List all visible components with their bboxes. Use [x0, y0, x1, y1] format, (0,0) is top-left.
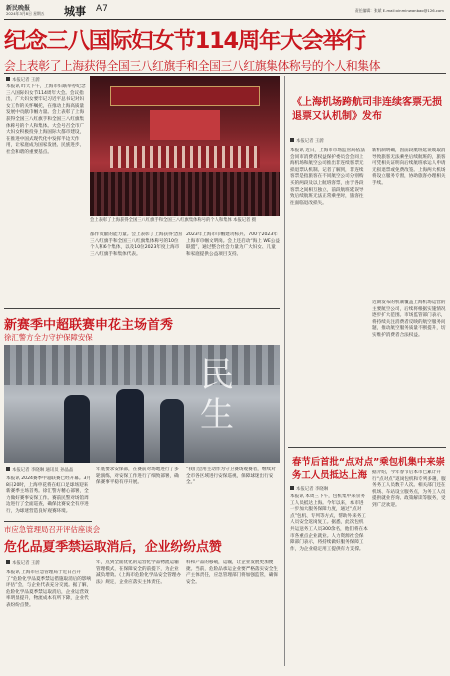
byline-icon	[6, 467, 10, 471]
safety-headline: 危化品夏季禁运取消后，企业纷纷点赞	[4, 540, 222, 555]
bus-byline: 本报记者 李晓琳	[290, 486, 328, 492]
safety-body-3: 料和产品的移载，运输，让企业发展更加便捷。当前，危险品承运企业要严格落实安全生产主体责任，应急管理部门将加强监管，确保安全。	[186, 560, 278, 585]
masthead-date: 2024年3月8日 星期五	[6, 11, 45, 16]
policy-body-c: 近期发布的机制覆盖上海机场运营的主要航空公司，后续将根据实施情况逐步扩大范围。市场监管部门表示，将持续关注消费者反映的航空服务问题，推动航空服务质量不断提升，切实维护消费者合法权益。	[372, 300, 446, 338]
stage-people	[110, 146, 260, 168]
lead-body-col3: 2023年上海市巾帼建功标兵、700个2023年上海市巾帼文明岗。会上还启动“海上 WE公益联盟”，通过整合社会力量为广大妇女、儿童和家庭提供公益项目支持。	[186, 232, 280, 257]
safety-kicker: 市应急管理局召开评估座谈会	[4, 525, 101, 534]
police-headline: 新赛季中超联赛申花主场首秀	[4, 318, 174, 333]
bus-headline: 春节后首批“点对点”乘包机集中来崇务工人员抵达上海	[292, 457, 445, 481]
lead-body-col2: 都作贡献的能力量。会上表彰了上海获得全国三八红旗手和全国三八红旗集体称号的10位个人和6个集体，以及10位2023年度上海市三八红旗手和集体代表。	[90, 232, 182, 257]
safety-body-2: 年，点到全面优化的运营化学品物流运输管理模式，在保障安全的前提下，为企业减负增效。《上海市危险化学品安全管理办法》规定，企业应落实主体责任。	[96, 560, 181, 585]
section-name: 城事	[64, 5, 86, 18]
police-body-2: “我们会用主动作为守卫赛场观赛者，继续对全市各区域进行安保巡视，保障球迷出行安全。”	[186, 467, 276, 486]
stage-banner	[110, 86, 260, 106]
byline-icon	[6, 77, 10, 81]
policy-headline: 《上海机场跨航司非连续客票无损退票又认机制》发布	[292, 97, 442, 122]
safety-body: 本报讯 上海市应急管理局于近日召开了“危险化学品夏季禁运措施取消后的影响评估”会，与企业代表充分交流。据了解，危险化学品夏季禁运取消后，企业运营效率明显提升，物流成本有所下降，企业代表纷纷点赞。	[6, 570, 92, 608]
policy-byline: 本报记者 王蔚	[290, 138, 324, 144]
police-body: 本报讯 2024赛季中超联赛已经开幕。3月8日20时，上海申花将在虹口足球场迎来新赛季主场首秀。徐汇警方精心部署，全力做好赛事安保工作。赛前民警对场馆周边进行了全面巡查，确保比赛安全有序进行，为球迷营造良好观赛环境。	[6, 476, 91, 514]
police-rule	[4, 308, 280, 309]
safety-byline: 本报记者 王蔚	[6, 560, 40, 566]
police-subheadline: 徐汇警方全力守护保障安保	[4, 333, 93, 342]
police-body-3: 年底要求安保部，在赛前对场地进行了多轮演练，对安保工作进行了细致部署，确保赛事平稳有序开展。	[96, 467, 179, 486]
lead-body-col1: 本报讯 昨天下午，上海市妇联举办纪念三八国际妇女节114周年大会。会议指出，广大妇女要牢记习近平总书记对妇女工作的关怀嘱托，在推动上海高质量发展中贡献巾帼力量。会上表彰了上海获得全国三八红旗手和全国三八红旗集体称号的个人和集体。大会号召全市广大妇女积极投身上海国际大都市建设，在推进中国式现代化中发挥半边天作用，让家庭成为国家发展、民族进步、社会和谐的重要基点。	[6, 84, 86, 155]
police-byline: 本报记者 李晓琳 通讯员 孙晶晶	[6, 467, 73, 473]
officer-2	[116, 389, 144, 463]
masthead-rule	[4, 19, 446, 20]
lead-subheadline: 会上表彰了上海获得全国三八红旗手和全国三八红旗集体称号的个人和集体	[4, 59, 381, 73]
byline-icon	[290, 138, 294, 142]
bus-rule	[288, 447, 446, 448]
safety-rule	[4, 521, 92, 522]
police-photo	[4, 345, 280, 463]
bus-body: 本报讯 本周三下午，包机集中来崇务工人员抵达上海。今年以来，本市进一步加大服务保障力度，通过“点对点”包机、专列等方式，帮助外来务工人员安全返岗复工。据悉，此次包机共运送务工人员300余名，他们将在本市各重点企业就业。人力资源社会保障部门表示，将持续做好服务保障工作，为企业稳定用工提供有力支撑。	[290, 494, 368, 552]
byline-icon	[290, 486, 294, 490]
police-photo-watermark: 民生	[200, 355, 234, 435]
audience-row	[90, 172, 280, 216]
stage-screen	[150, 110, 220, 140]
byline-icon	[6, 560, 10, 564]
column-divider	[284, 76, 285, 666]
officer-1	[64, 395, 90, 463]
lead-byline: 本报记者 王蔚	[6, 77, 40, 83]
policy-body-a: 本报讯 近日，上海市市场监管局依法会同市消费者权益保护委员会会同上海机场和航空公司推出非连续客票无损退票认机制。记者了解到，非连续客票是指旅客在不同航空公司分别购买的两段及以上航班客票，由于各段客票之间相互独立，前段航班延误导致后续航班无法正常乘坐时，旅客往往面临退改损失。	[290, 148, 365, 206]
lead-headline: 纪念三八国际妇女节114周年大会举行	[4, 28, 365, 54]
officer-3	[160, 399, 184, 463]
lead-rule	[4, 73, 446, 74]
page-number: A7	[96, 4, 108, 14]
policy-body-b: 新机制明确，因前段航班延误或取消导致旅客无法乘坐后续航班的，旅客可凭相关证明向后续航班承运人申请无损退票或免费改签。上海两大机场将设立服务专窗，协助旅客办理相关手续。	[372, 148, 446, 186]
bus-body-2: 据介绍，今年春节后本市已累计开行“点对点”返岗包机和专列多趟，服务务工人员数千人次。相关部门还在机场、车站设立服务点，为务工人员提供就业咨询、政策解读等服务，受到广泛欢迎。	[372, 470, 446, 508]
lead-photo-caption: 会上表彰了上海获得全国三八红旗手和全国三八红旗集体称号的个人和集体 本报记者 摄	[90, 218, 257, 223]
editor-line: 责任编辑：张斌 E-mail:xinminwanbao@126.com	[354, 8, 444, 13]
masthead-paper-name: 新民晚报	[6, 5, 31, 12]
lead-photo	[90, 76, 280, 216]
